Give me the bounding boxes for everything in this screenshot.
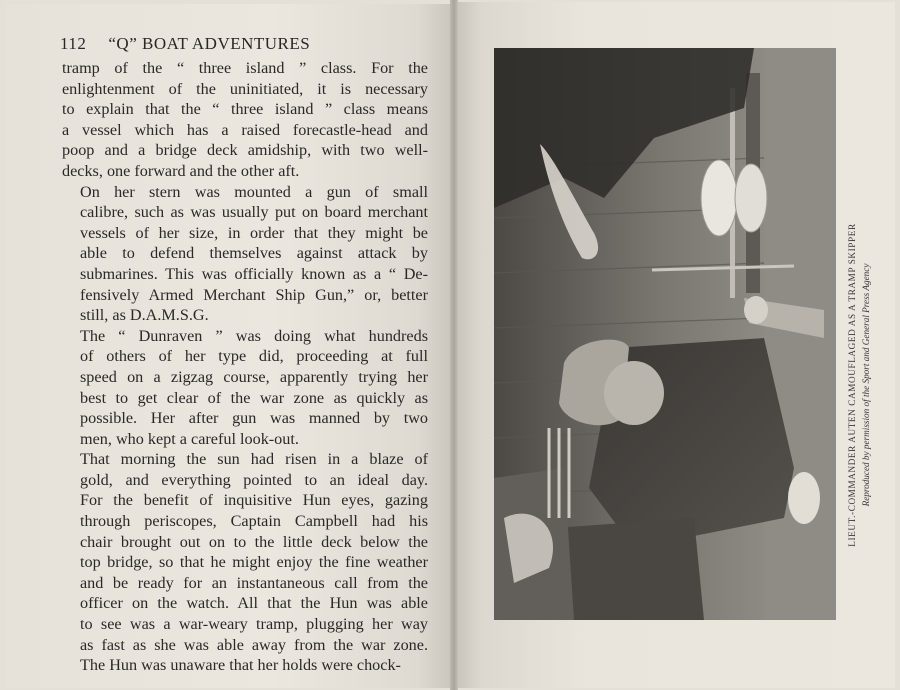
plate-caption: LIEUT.-COMMANDER AUTEN CAMOUFLAGED AS A TRAMP SKIPPER xyxy=(847,223,857,547)
text-line: men, who kept a careful look-out. xyxy=(80,429,299,448)
body-text xyxy=(62,58,428,676)
paragraph xyxy=(62,326,428,450)
text-line: a vessel which has a raised forecastle-head and xyxy=(62,120,428,139)
photo-illustration xyxy=(494,48,836,620)
plate-caption-block xyxy=(845,150,879,620)
paragraph xyxy=(62,58,428,182)
text-line: to explain that the “ three island ” class means xyxy=(62,100,428,119)
text-line: as fast as she was able away from the war zone. xyxy=(80,635,428,654)
text-line: best to get clear of the war zone as quickly as xyxy=(80,388,428,407)
text-line: still, as D.A.M.S.G. xyxy=(80,306,209,325)
text-line: submarines. This was officially known as a “ De- xyxy=(80,264,428,283)
text-line: and be ready for an instantaneous call from the xyxy=(80,573,428,592)
text-line: poop and a bridge deck amidship, with two well- xyxy=(62,141,428,160)
text-line: That morning the sun had risen in a blaze of xyxy=(80,450,428,469)
text-line: through periscopes, Captain Campbell had his xyxy=(80,512,428,531)
text-line: The Hun was unaware that her holds were chock- xyxy=(80,656,401,675)
text-line: decks, one forward and the other aft. xyxy=(62,161,300,180)
text-line: speed on a zigzag course, apparently trying her xyxy=(80,367,428,386)
text-line: able to defend themselves against attack by xyxy=(80,244,428,263)
text-line: The “ Dunraven ” was doing what hundreds xyxy=(80,326,428,345)
paragraph xyxy=(62,449,428,676)
running-title: “Q” BOAT ADVENTURES xyxy=(108,34,311,53)
text-line: gold, and everything pointed to an ideal day. xyxy=(80,470,428,489)
text-line: of others of her type did, proceeding at full xyxy=(80,347,428,366)
book-gutter xyxy=(450,0,458,690)
text-line: possible. Her after gun was manned by two xyxy=(80,409,428,428)
text-line: top bridge, so that he might enjoy the fine weather xyxy=(80,553,428,572)
text-line: to see was a war-weary tramp, plugging her way xyxy=(80,615,428,634)
text-line: fensively Armed Merchant Ship Gun,” or, better xyxy=(80,285,428,304)
paragraph xyxy=(62,182,428,326)
text-line: officer on the watch. All that the Hun was able xyxy=(80,594,428,613)
text-line: calibre, such as was usually put on board merchant xyxy=(80,203,428,222)
text-line: chair brought out on to the little deck below the xyxy=(80,532,428,551)
running-head xyxy=(60,34,360,54)
plate-credit: Reproduced by permission of the Sport and General Press Agency xyxy=(861,263,871,507)
page-number: 112 xyxy=(60,34,87,53)
text-line: On her stern was mounted a gun of small xyxy=(80,182,428,201)
text-line: tramp of the “ three island ” class. For the xyxy=(62,59,428,77)
photo-plate xyxy=(494,48,836,620)
text-line: enlightenment of the uninitiated, it is necessary xyxy=(62,79,428,98)
text-line: vessels of her size, in order that they might be xyxy=(80,223,428,242)
text-line: For the benefit of inquisitive Hun eyes, gazing xyxy=(80,491,428,510)
